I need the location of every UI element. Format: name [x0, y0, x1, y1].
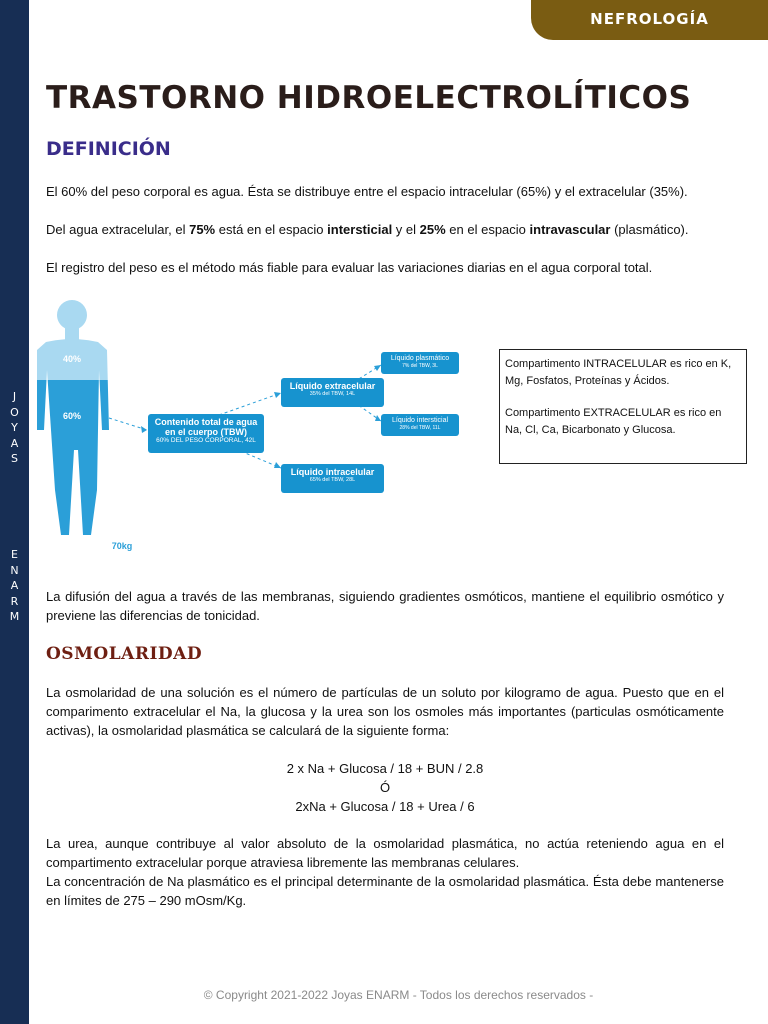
node-extra-title: Líquido extracelular — [289, 381, 376, 391]
section-badge — [531, 0, 768, 40]
section-badge-label: NEFROLOGÍA — [590, 10, 709, 28]
label-weight: 70kg — [111, 541, 133, 551]
footer-copyright: © Copyright 2021-2022 Joyas ENARM - Todos los derechos reservados - — [203, 988, 594, 1002]
node-inter-sub: 28% del TBW, 11L — [399, 425, 441, 431]
compartments-extracelular: Compartimento EXTRACELULAR es rico en Na, Cl, Ca, Bicarbonato y Glucosa. — [505, 407, 722, 436]
text-run: en el espacio — [445, 222, 530, 237]
arrowhead — [374, 365, 381, 371]
node-tbw — [148, 414, 264, 453]
text-run: Del agua extracelular, el — [46, 222, 190, 237]
sidebar-word-joyas — [0, 389, 29, 467]
sidebar-letter: E — [11, 548, 18, 561]
sidebar-stripe — [0, 0, 29, 1024]
arrow-tbw-extra — [219, 393, 281, 415]
page-title: TRASTORNO HIDROELECTROLÍTICOS — [46, 80, 692, 116]
node-plasma-title: Líquido plasmático — [390, 355, 450, 362]
human-figure — [29, 290, 129, 570]
paragraph-definicion-3: El registro del peso es el método más fiable para evaluar las variaciones diarias en el agua corporal total. — [46, 260, 653, 275]
paragraph-osmolaridad-2: La urea, aunque contribuye al valor absoluto de la osmolaridad plasmática, no actúa reteniendo agua en el compartimento extracelular porque atraviesa libremente las membranas celulares. — [46, 836, 724, 870]
label-bottom-pct: 60% — [62, 411, 81, 421]
paragraph-difusion: La difusión del agua a través de las membranas, siguiendo gradientes osmóticos, mantiene el equilibrio osmótico y previene las diferencias de tonicidad. — [46, 589, 724, 623]
node-plasma — [381, 352, 459, 374]
node-extra — [281, 378, 384, 407]
arrowhead — [274, 392, 281, 398]
node-tbw-sub: 60% DEL PESO CORPORAL, 42L — [156, 437, 256, 444]
arrow-body-tbw — [109, 418, 147, 430]
node-intra-title: Líquido intracelular — [290, 467, 375, 477]
formula-urea: 2xNa + Glucosa / 18 + Urea / 6 — [295, 799, 475, 814]
arrowhead — [141, 426, 147, 433]
label-top-pct: 40% — [62, 354, 81, 364]
body-water-diagram — [29, 290, 489, 570]
text-run: (plasmático). — [610, 222, 689, 237]
node-inter — [381, 414, 459, 436]
node-inter-title: Líquido intersticial — [391, 417, 449, 424]
sidebar-letter: R — [10, 594, 19, 608]
formula-bun: 2 x Na + Glucosa / 18 + BUN / 2.8 — [286, 761, 484, 776]
node-plasma-sub: 7% del TBW, 3L — [402, 363, 438, 369]
sidebar-letter: A — [10, 436, 19, 450]
heading-osmolaridad: OSMOLARIDAD — [46, 644, 203, 664]
arrowhead — [274, 462, 281, 468]
text-run: y el — [392, 222, 420, 237]
node-intra-sub: 65% del TBW, 28L — [309, 477, 356, 483]
node-tbw-title-2: en el cuerpo (TBW) — [164, 427, 247, 437]
compartments-box — [499, 349, 747, 464]
sidebar-letter: Y — [11, 421, 18, 434]
osmolarity-formulas — [46, 759, 724, 816]
text-bold: 25% — [419, 222, 446, 237]
sidebar-letter: A — [10, 579, 19, 592]
paragraph-osmolaridad-3: La concentración de Na plasmático es el principal determinante de la osmolaridad plasmática. Ésta debe mantenerse en límites de 275 – 290 mOsm/Kg. — [46, 874, 724, 908]
formula-or: Ó — [379, 780, 391, 795]
node-tbw-title-1: Contenido total de agua — [154, 417, 258, 427]
heading-definicion: DEFINICIÓN — [46, 138, 171, 160]
node-intra — [281, 464, 384, 493]
sidebar-letter: S — [11, 452, 18, 465]
body-top-fill — [29, 290, 129, 380]
node-extra-sub: 35% del TBW, 14L — [309, 391, 356, 397]
sidebar-letter: N — [10, 563, 19, 577]
paragraph-definicion-1: El 60% del peso corporal es agua. Ésta se distribuye entre el espacio intracelular (65%) y el extracelular (35%). — [46, 184, 688, 199]
paragraph-definicion-2 — [46, 220, 724, 239]
paragraph-osmolaridad-1: La osmolaridad de una solución es el número de partículas de un soluto por kilogramo de agua. Puesto que en el comparimento extracelular el Na, la glucosa y la urea son los osmoles más importantes (particulas osmóticamente activas), la osmolaridad plasmática se calculará de la siguiente forma: — [46, 685, 724, 738]
text-bold: intravascular — [529, 222, 611, 237]
compartments-intracelular: Compartimento INTRACELULAR es rico en K, Mg, Fosfatos, Proteínas y Ácidos. — [505, 358, 732, 387]
text-bold: 75% — [189, 222, 216, 237]
sidebar-word-enarm — [0, 547, 29, 625]
text-bold: intersticial — [327, 222, 393, 237]
sidebar-letter: M — [9, 610, 20, 623]
text-run: está en el espacio — [215, 222, 328, 237]
sidebar-letter: J — [12, 390, 17, 403]
sidebar-letter: O — [10, 405, 19, 419]
